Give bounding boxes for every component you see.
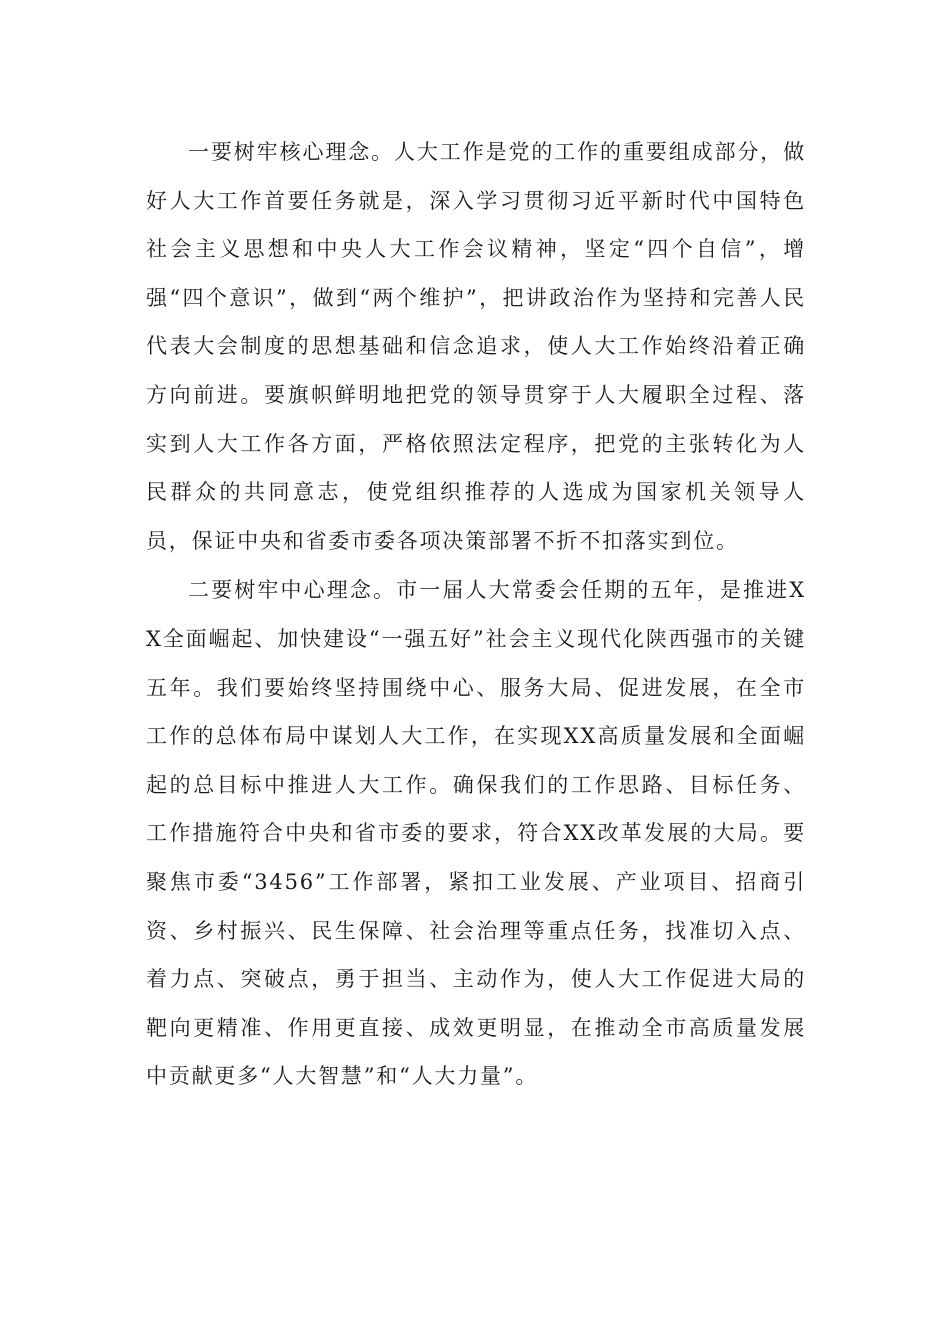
paragraph-center-concept: 二要树牢中心理念。市一届人大常委会任期的五年，是推进XX全面崛起、加快建设“一强五好”社会主义现代化陕西强市的关键五年。我们要始终坚持围绕中心、服务大局、促进发展，在全市工作的总体布局中谋划人大工作，在实现XX高质量发展和全面崛起的总目标中推进人大工作。确保我们的工作思路、目标任务、工作措施符合中央和省市委的要求，符合XX改革发展的大局。要聚焦市委“3456”工作部署，紧扣工业发展、产业项目、招商引资、乡村振兴、民生保障、社会治理等重点任务，找准切入点、着力点、突破点，勇于担当、主动作为，使人大工作促进大局的靶向更精准、作用更直接、成效更明显，在推动全市高质量发展中贡献更多“人大智慧”和“人大力量”。 <box>146 578 806 1089</box>
document-body <box>146 128 806 1101</box>
paragraph-core-concept: 一要树牢核心理念。人大工作是党的工作的重要组成部分，做好人大工作首要任务就是，深入学习贯彻习近平新时代中国特色社会主义思想和中央人大工作会议精神，坚定“四个自信”，增强“四个意识”，做到“两个维护”，把讲政治作为坚持和完善人民代表大会制度的思想基础和信念追求，使人大工作始终沿着正确方向前进。要旗帜鲜明地把党的领导贯穿于人大履职全过程、落实到人大工作各方面，严格依照法定程序，把党的主张转化为人民群众的共同意志，使党组织推荐的人选成为国家机关领导人员，保证中央和省委市委各项决策部署不折不扣落实到位。 <box>146 140 806 553</box>
